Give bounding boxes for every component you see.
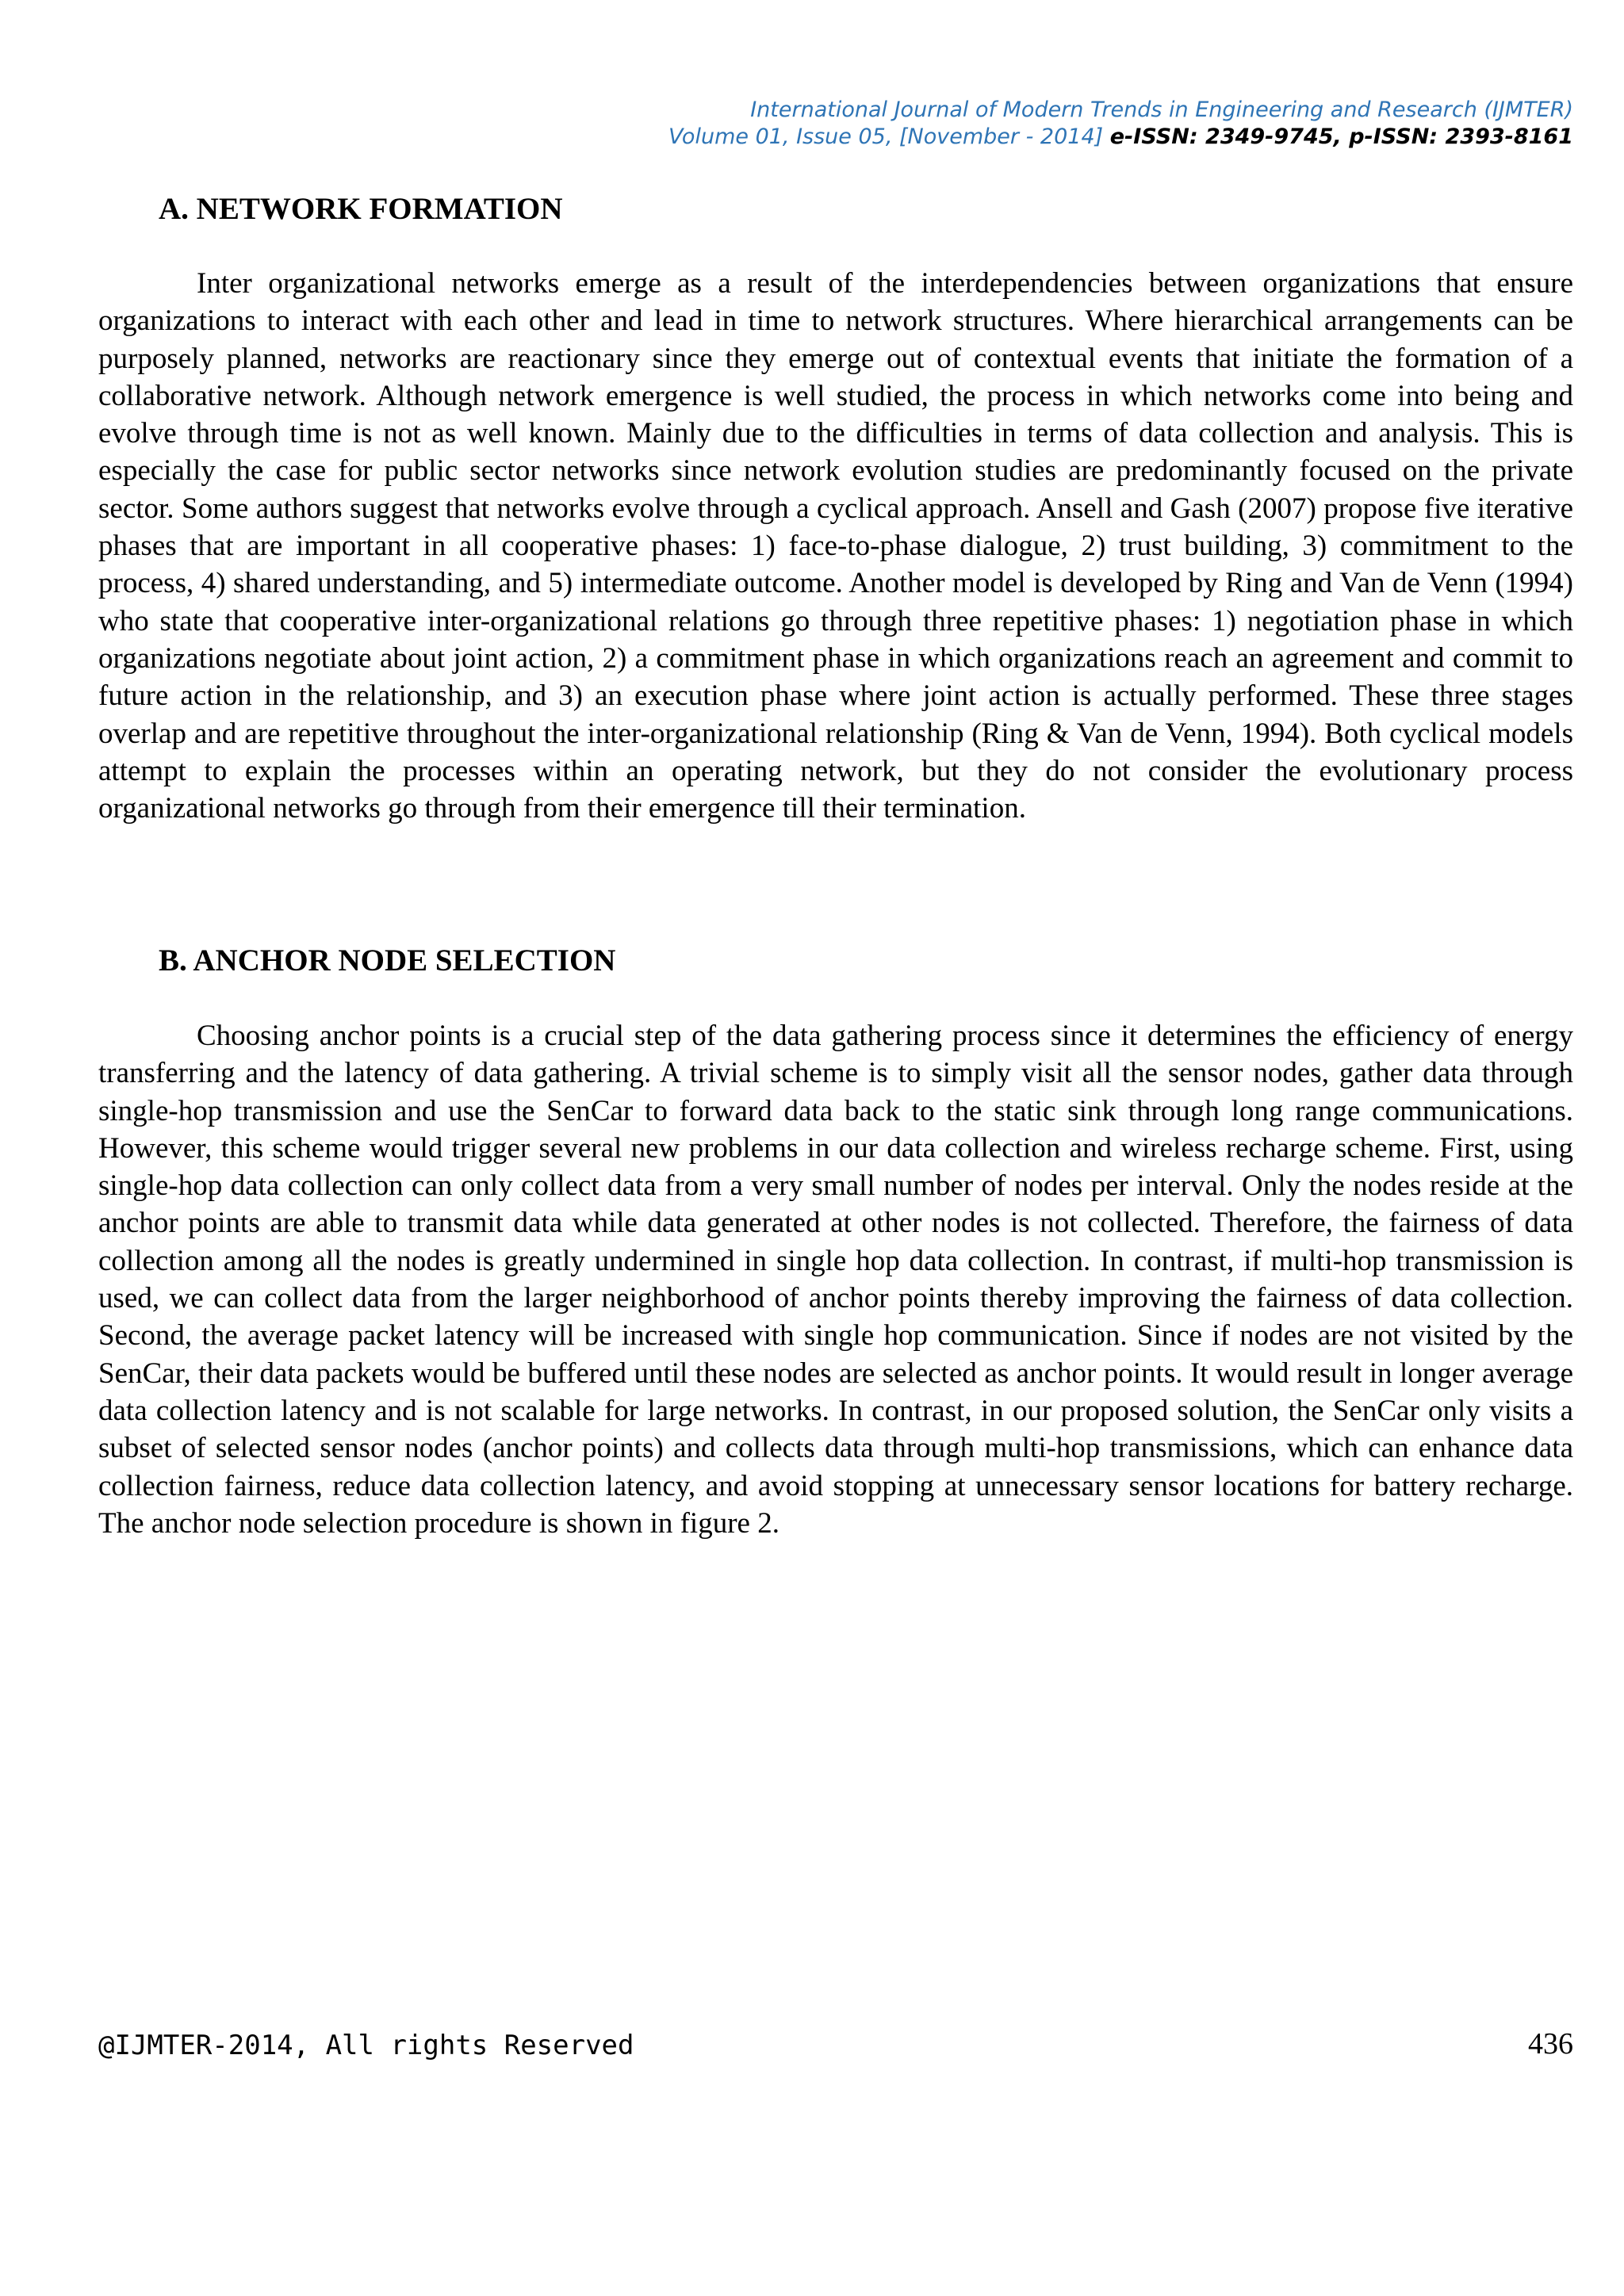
journal-volume: Volume 01, Issue 05, [November - 2014]: [668, 124, 1104, 149]
page-number: 436: [1528, 2027, 1573, 2061]
paragraph-anchor-node-selection: Choosing anchor points is a crucial step of the data gathering process since it determines the efficiency of energy transferring and the latency of data gathering. A trivial scheme is to simply visit all the sensor nodes, gather data through single-hop transmission and use the SenCar to forward data back to the static sink through long range communications. However, this scheme would trigger several new problems in our data collection and wireless recharge scheme. First, using single-hop data collection can only collect data from a very small number of nodes per interval. Only the nodes reside at the anchor points are able to transmit data while data generated at other nodes is not collected. Therefore, the fairness of data collection among all the nodes is greatly undermined in single hop data collection. In contrast, if multi-hop transmission is used, we can collect data from the larger neighborhood of anchor points thereby improving the fairness of data collection. Second, the average packet latency will be increased with single hop communication. Since if nodes are not visited by the SenCar, their data packets would be buffered until these nodes are selected as anchor points. It would result in longer average data collection latency and is not scalable for large networks. In contrast, in our proposed solution, the SenCar only visits a subset of selected sensor nodes (anchor points) and collects data through multi-hop transmissions, which can enhance data collection fairness, reduce data collection latency, and avoid stopping at unnecessary sensor locations for battery recharge. The anchor node selection procedure is shown in figure 2.: [98, 1020, 1573, 1540]
journal-volume-line: [384, 124, 1573, 151]
journal-issn: e-ISSN: 2349-9745, p-ISSN: 2393-8161: [1109, 124, 1573, 149]
journal-title: International Journal of Modern Trends in Engineering and Research (IJMTER): [750, 98, 1573, 122]
paragraph-network-formation: Inter organizational networks emerge as a result of the interdependencies between organizations that ensure organizations to interact with each other and lead in time to network structures. Where hierarchical arrangements can be purposely planned, networks are reactionary since they emerge out of contextual events that initiate the formation of a collaborative network. Although network emergence is well studied, the process in which networks come into being and evolve through time is not as well known. Mainly due to the difficulties in terms of data collection and analysis. This is especially the case for public sector networks since network evolution studies are predominantly focused on the private sector. Some authors suggest that networks evolve through a cyclical approach. Ansell and Gash (2007) propose five iterative phases that are important in all cooperative phases: 1) face-to-phase dialogue, 2) trust building, 3) commitment to the process, 4) shared understanding, and 5) intermediate outcome. Another model is developed by Ring and Van de Venn (1994) who state that cooperative inter-organizational relations go through three repetitive phases: 1) negotiation phase in which organizations negotiate about joint action, 2) a commitment phase in which organizations reach an agreement and commit to future action in the relationship, and 3) an execution phase where joint action is actually performed. These three stages overlap and are repetitive throughout the inter-organizational relationship (Ring & Van de Venn, 1994). Both cyclical models attempt to explain the processes within an operating network, but they do not consider the evolutionary process organizational networks go through from their emergence till their termination.: [98, 267, 1573, 825]
section-heading-network-formation: A. NETWORK FORMATION: [159, 192, 563, 226]
section-heading-anchor-node-selection: B. ANCHOR NODE SELECTION: [159, 943, 616, 978]
journal-header: [384, 97, 1573, 151]
footer-copyright: @IJMTER-2014, All rights Reserved: [98, 2030, 634, 2061]
